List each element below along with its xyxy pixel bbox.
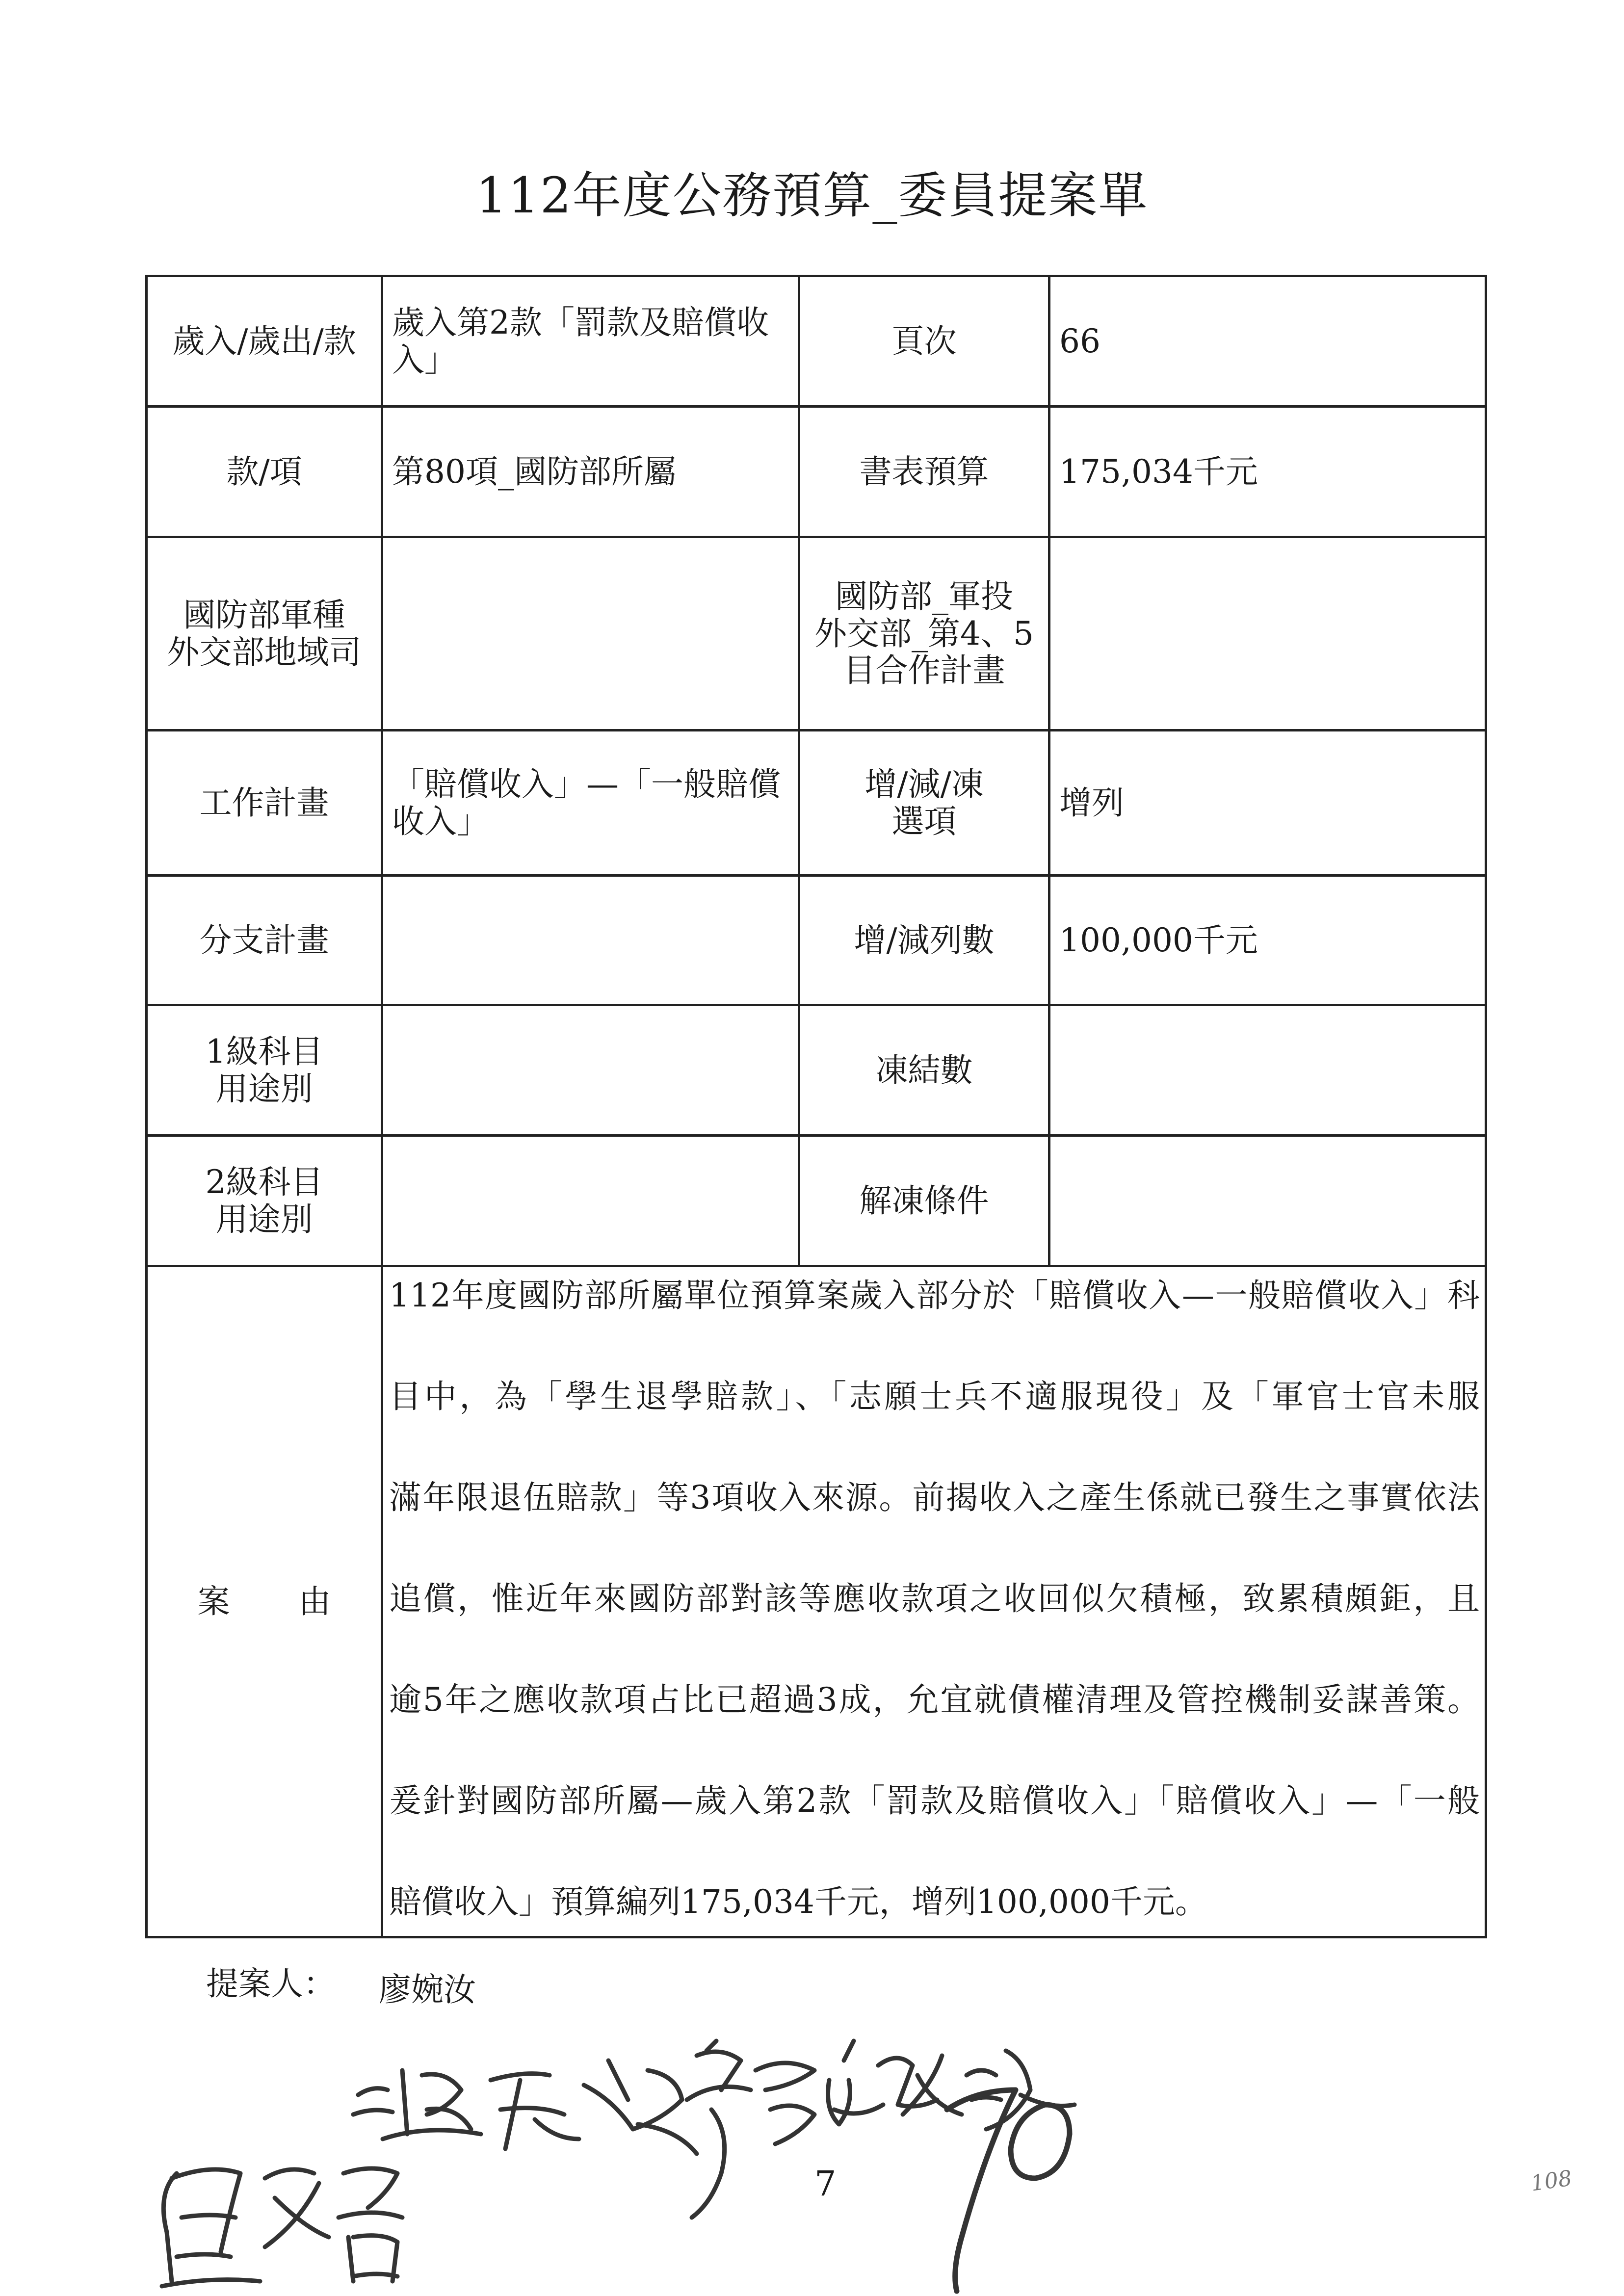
label-item: 款/項	[147, 407, 382, 537]
value-option: 增列	[1049, 731, 1486, 876]
label-page: 頁次	[799, 276, 1049, 407]
corner-number: 108	[1529, 2166, 1574, 2196]
label-branch-plan: 分支計畫	[147, 876, 382, 1005]
page-number: 7	[814, 2164, 837, 2204]
label-option-line-2: 選項	[891, 802, 957, 840]
value-budget-category: 歲入第2款「罰款及賠償收入」	[382, 276, 799, 407]
label-reason-char-1: 案	[197, 1582, 230, 1620]
label-level1-line-2: 用途別	[215, 1070, 313, 1108]
reason-line: 追償，惟近年來國防部對該等應收款項之收回似欠積極，致累積頗鉅，且	[389, 1580, 1480, 1618]
label-unfreeze-condition: 解凍條件	[799, 1136, 1049, 1266]
label-plan-line-1: 國防部_軍投	[835, 577, 1013, 615]
label-option-line-1: 增/減/凍	[864, 765, 984, 803]
label-unit-line-2: 外交部地域司	[167, 633, 362, 671]
label-reason-char-2: 由	[298, 1582, 331, 1620]
reason-line: 逾5年之應收款項占比已超過3成，允宜就債權清理及管控機制妥謀善策。	[389, 1681, 1480, 1719]
label-level2-line-2: 用途別	[215, 1200, 313, 1238]
value-work-plan: 「賠償收入」—「一般賠償收入」	[382, 731, 799, 876]
signature-left	[162, 2168, 427, 2296]
value-adjust-amount: 100,000千元	[1049, 876, 1486, 1005]
value-item: 第80項_國防部所屬	[382, 407, 799, 537]
reason-line: 112年度國防部所屬單位預算案歲入部分於「賠償收入—一般賠償收入」科	[389, 1277, 1480, 1314]
reason-line: 爰針對國防部所屬—歲入第2款「罰款及賠償收入」「賠償收入」—「一般	[389, 1782, 1480, 1820]
signature-row-upper	[353, 2041, 1074, 2218]
label-plan-line-2: 外交部_第4、5	[814, 614, 1034, 652]
reason-line: 賠償收入」預算編列175,034千元，增列100,000千元。	[389, 1883, 1207, 1921]
value-page: 66	[1049, 276, 1486, 407]
reason-line: 目中，為「學生退學賠款」、「志願士兵不適服現役」及「軍官士官未服	[389, 1378, 1480, 1415]
label-unit-line-1: 國防部軍種	[183, 596, 345, 634]
label-level1-line-1: 1級科目	[205, 1032, 323, 1070]
page-title: 112年度公務預算_委員提案單	[475, 167, 1149, 224]
proposer-name: 廖婉汝	[379, 1971, 476, 2009]
label-frozen-amount: 凍結數	[799, 1005, 1049, 1136]
value-statement-budget: 175,034千元	[1049, 407, 1486, 537]
label-adjust-amount: 增/減列數	[799, 876, 1049, 1005]
proposer-label: 提案人：	[206, 1965, 336, 2003]
label-statement-budget: 書表預算	[799, 407, 1049, 537]
label-work-plan: 工作計畫	[147, 731, 382, 876]
reason-line: 滿年限退伍賠款」等3項收入來源。前揭收入之產生係就已發生之事實依法	[389, 1479, 1480, 1516]
label-budget-category: 歲入/歲出/款	[147, 276, 382, 407]
label-plan-line-3: 目合作計畫	[843, 652, 1005, 690]
label-level2-line-1: 2級科目	[205, 1163, 323, 1201]
